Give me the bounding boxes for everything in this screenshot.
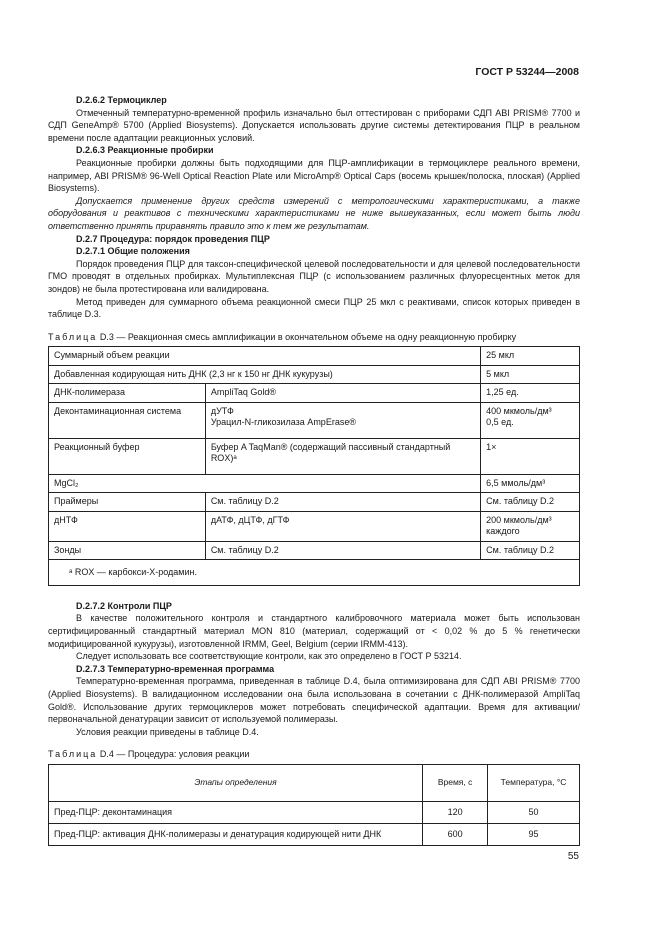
table-d4-caption [48,748,580,761]
heading-d27: D.2.7 Процедура: порядок проведения ПЦР [76,233,270,244]
caption-label: Таблица [48,331,98,342]
caption-text: D.3 — Реакционная смесь амплификации в окончательном объеме на одну реакционную пробирку [99,331,517,342]
caption-text: D.4 — Процедура: условия реакции [99,749,250,760]
page-number: 55 [567,851,579,862]
table-row [49,511,580,541]
heading-d273: D.2.7.3 Температурно-временная программа [76,663,275,674]
paragraph: Условия реакции приведены в таблице D.4. [76,726,259,737]
table-cell: См. таблицу D.2 [205,493,480,512]
table-cell: Буфер A TaqMan® (содержащий пассивный стандартный ROX)ᵃ [205,438,480,474]
table-cell: дАТФ, дЦТФ, дГТФ [205,511,480,541]
table-cell: 600 [423,823,488,845]
paragraph: Температурно-временная программа, приведенная в таблице D.4, была оптимизирована для СДП ABI PRISM® 7700 (Applied Biosystems). В валидационном исследовании она была использована в сочетании с ДНК-полимеразой AmpliTaq Gold®. Использование других термоциклеров может потребовать специфической адаптации. Время для активации/первоначальной денатурации зависит от используемой полимеразы. [48,676,580,725]
document-id: ГОСТ Р 53244—2008 [475,66,579,78]
table-cell: Пред-ПЦР: деконтаминация [49,801,423,823]
table-cell: ДНК-полимераза [49,384,206,403]
paragraph-italic: Допускается применение других средств измерений с метрологическими характеристиками, а также оборудования и реактивов с техническими характеристиками не ниже вышеуказанных, если может быть люди ответственно принять приравнять правило это к тем же результатам. [48,195,580,231]
table-cell: дНТФ [49,511,206,541]
table-cell: Суммарный объем реакции [49,347,481,366]
table-cell: Реакционный буфер [49,438,206,474]
table-row [49,823,580,845]
table-cell: Добавленная кодирующая нить ДНК (2,3 нг к 150 нг ДНК кукурузы) [49,365,481,384]
table-header-row [49,764,580,801]
table-cell: дУТФ Урацил-N-гликозилаза AmpErase® [205,402,480,438]
paragraph: Реакционные пробирки должны быть подходящими для ПЦР-амплификации в термоциклере реального времени, например, ABI PRISM® 96-Well Optical Reaction Plate или MicroAmp® Optical Caps (восемь крышек/полоска, плоская) (Applied Biosystems). [48,157,580,194]
table-cell: 50 [488,801,580,823]
table-cell: 200 мкмоль/дм³ каждого [481,511,580,541]
table-cell: 5 мкл [481,365,580,384]
heading-d272: D.2.7.2 Контроли ПЦР [76,600,172,611]
table-cell: Пред-ПЦР: активация ДНК-полимеразы и денатурация кодирующей нити ДНК [49,823,423,845]
table-footnote-row [49,560,580,586]
paragraph: Порядок проведения ПЦР для таксон-специфической целевой последовательности и для целевой последовательности ГМО проводят в отдельных пробирках. Мультиплексная ПЦР (с использованием различных флуоресцентных меток для зондов) не была протестирована или валидирована. [48,258,580,294]
table-cell: Праймеры [49,493,206,512]
table-cell: MgCl₂ [49,474,481,493]
table-footnote: ᵃ ROX — карбокси-X-родамин. [49,560,580,586]
table-row [49,801,580,823]
table-d3-caption [48,331,580,344]
column-header: Время, с [423,764,488,801]
table-cell: 120 [423,801,488,823]
table-d3 [48,346,580,586]
table-cell: Деконтаминационная система [49,402,206,438]
table-cell: 6,5 ммоль/дм³ [481,474,580,493]
table-row [49,438,580,474]
paragraph: Отмеченный температурно-временной профиль изначально был оттестирован с приборами СДП ABI PRISM® 7700 и СДП GeneAmp® 5700 (Applied Biosystems). Допускается использовать другие системы детектирования ПЦР в реальном времени после адаптации реакционных условий. [48,107,580,143]
table-row [49,384,580,403]
column-header: Этапы определения [49,764,423,801]
table-d4 [48,764,580,846]
paragraph: Следует использовать все соответствующие контроли, как это определено в ГОСТ Р 53214. [76,651,462,662]
table-cell: См. таблицу D.2 [481,541,580,560]
table-cell: 1× [481,438,580,474]
table-row [49,474,580,493]
table-row [49,493,580,512]
table-row [49,365,580,384]
paragraph: Метод приведен для суммарного объема реакционной смеси ПЦР 25 мкл с реактивами, список которых приведен в таблице D.3. [48,296,580,320]
heading-d271: D.2.7.1 Общие положения [76,246,190,257]
table-row [49,402,580,438]
table-cell: См. таблицу D.2 [205,541,480,560]
table-cell: См. таблицу D.2 [481,493,580,512]
caption-label: Таблица [48,749,98,760]
table-row [49,541,580,560]
table-cell: 25 мкл [481,347,580,366]
table-cell: 95 [488,823,580,845]
table-cell: Зонды [49,541,206,560]
table-row [49,347,580,366]
table-cell: 400 мкмоль/дм³ 0,5 ед. [481,402,580,438]
heading-d263: D.2.6.3 Реакционные пробирки [76,145,214,156]
table-cell: AmpliTaq Gold® [205,384,480,403]
column-header: Температура, °С [488,764,580,801]
page-body [48,94,580,846]
table-cell: 1,25 ед. [481,384,580,403]
paragraph: В качестве положительного контроля и стандартного калибровочного материала может быть использован сертифицированный стандартный материал MON 810 (материал, содержащий от < 0,02 % до 5 % генетически модифицированной кукурузы), изготовленной IRMM, Geel, Belgium (серии IRMM-413). [48,613,580,649]
heading-d262: D.2.6.2 Термоциклер [76,95,167,105]
